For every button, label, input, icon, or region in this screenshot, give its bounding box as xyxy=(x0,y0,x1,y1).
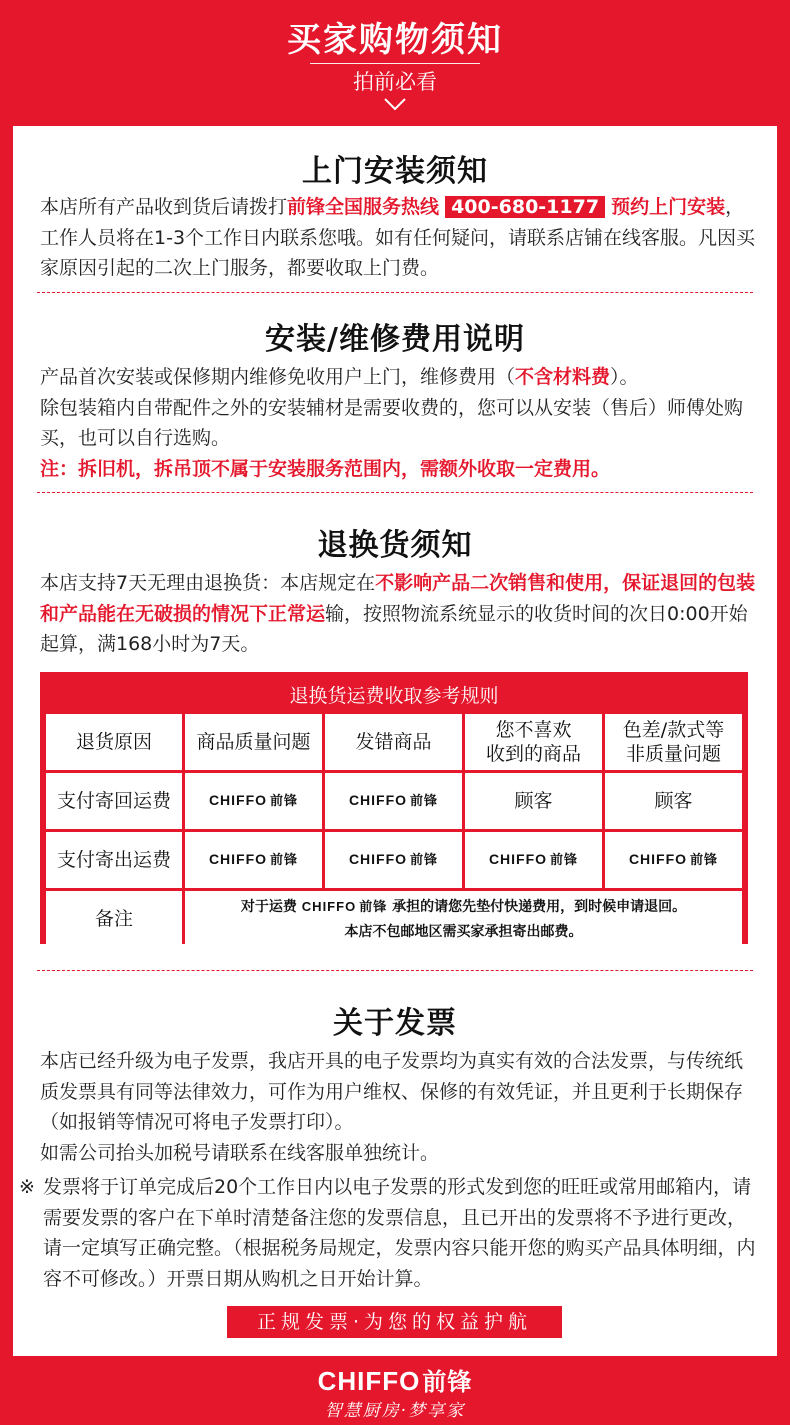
install-booking: 预约上门安装 xyxy=(611,196,726,218)
returns-condition: 不影响产品二次销售和使用，保证退回的包装和产品能在无破损的情况下正常运 xyxy=(40,572,756,625)
row-label-return: 支付寄回运费 xyxy=(46,773,182,829)
footer-brand-latin: CHIFFO xyxy=(317,1366,421,1396)
fees-title: 安装/维修费用说明 xyxy=(265,322,525,357)
install-title: 上门安装须知 xyxy=(302,154,488,189)
brand-cell xyxy=(185,773,322,829)
footer-logo xyxy=(0,1362,790,1397)
table-grid xyxy=(46,714,742,938)
brand-cell xyxy=(185,832,322,888)
chevron-down-icon xyxy=(383,97,407,111)
brand-cn: 前锋 xyxy=(359,899,388,915)
footer-slogan: 智慧厨房·梦享家 xyxy=(324,1401,466,1421)
fees-line1-end: ）。 xyxy=(610,366,639,388)
brand-logo xyxy=(349,788,438,814)
brand-latin: CHIFFO xyxy=(301,898,357,914)
table-cell: 顾客 xyxy=(605,773,742,829)
table-header-cell: 您不喜欢 收到的商品 xyxy=(465,714,602,770)
brand-logo xyxy=(209,847,298,873)
brand-logo xyxy=(349,847,438,873)
divider xyxy=(310,63,480,64)
page-header xyxy=(0,0,790,126)
brand-cell xyxy=(605,832,742,888)
page-subtitle: 拍前必看 xyxy=(353,70,437,94)
brand-logo xyxy=(302,899,387,914)
footer xyxy=(0,1356,790,1425)
remark-line xyxy=(241,895,686,920)
brand-logo xyxy=(629,847,718,873)
remark-text: 对于运费 xyxy=(240,898,297,915)
dashed-divider xyxy=(37,970,753,971)
page-title: 买家购物须知 xyxy=(287,20,503,60)
table-header-cell: 商品质量问题 xyxy=(185,714,322,770)
brand-cell xyxy=(325,773,462,829)
fees-text xyxy=(40,362,760,484)
fees-material-note: 不含材料费 xyxy=(515,366,611,388)
brand-cn: 前锋 xyxy=(550,853,579,868)
brand-cell xyxy=(465,832,602,888)
table-caption: 退换货运费收取参考规则 xyxy=(289,685,499,707)
shipping-fee-table xyxy=(40,672,748,944)
table-cell: 顾客 xyxy=(465,773,602,829)
brand-latin: CHIFFO xyxy=(348,792,408,808)
brand-latin: CHIFFO xyxy=(488,851,548,867)
brand-latin: CHIFFO xyxy=(628,851,688,867)
invoice-notice xyxy=(19,1172,759,1294)
hotline-phone: 400-680-1177 xyxy=(445,196,605,218)
invoice-para2: 如需公司抬头加税号请联系在线客服单独统计。 xyxy=(40,1141,440,1164)
dashed-divider xyxy=(37,492,753,493)
install-text xyxy=(40,192,760,284)
invoice-title: 关于发票 xyxy=(333,1006,457,1041)
brand-cn: 前锋 xyxy=(270,794,299,809)
returns-title: 退换货须知 xyxy=(317,528,473,563)
brand-cn: 前锋 xyxy=(270,853,299,868)
notice-card xyxy=(13,126,777,1356)
brand-latin: CHIFFO xyxy=(348,851,408,867)
returns-text-a: 本店支持7天无理由退换货：本店规定在 xyxy=(40,572,376,594)
hotline-label: 前锋全国服务热线 xyxy=(287,196,440,218)
remark-text: 承担的请您先垫付快递费用，到时候申请退回。 xyxy=(392,898,687,915)
brand-latin: CHIFFO xyxy=(208,792,268,808)
fees-warning: 注：拆旧机，拆吊顶不属于安装服务范围内，需额外收取一定费用。 xyxy=(40,457,611,480)
install-text-b: ，工作人员将在1-3个工作日内联系您哦。如有任何疑问，请联系店铺在线客服。凡因买家原因引起的二次上门服务，都要收取上门费。 xyxy=(40,196,756,279)
fees-line1: 产品首次安装或保修期内维修免收用户上门，维修费用（ xyxy=(40,366,516,388)
fees-line2: 除包装箱内自带配件之外的安装辅材是需要收费的，您可以从安装（售后）师傅处购买，也可以自行选购。 xyxy=(40,396,744,449)
invoice-para1: 本店已经升级为电子发票，我店开具的电子发票均为真实有效的合法发票，与传统纸质发票具有同等法律效力，可作为用户维权、保修的有效凭证，并且更利于长期保存（如报销等情况可将电子发票打印）。 xyxy=(40,1050,744,1133)
invoice-text xyxy=(40,1046,760,1168)
invoice-slogan: 正规发票·为您的权益护航 xyxy=(227,1306,562,1338)
table-header-cell: 发错商品 xyxy=(325,714,462,770)
brand-latin: CHIFFO xyxy=(208,851,268,867)
brand-cn: 前锋 xyxy=(690,853,719,868)
table-header-cell: 退货原因 xyxy=(46,714,182,770)
install-text-a: 本店所有产品收到货后请拨打 xyxy=(40,196,288,218)
row-label-send: 支付寄出运费 xyxy=(46,832,182,888)
brand-cell xyxy=(325,832,462,888)
brand-logo xyxy=(489,847,578,873)
table-header-cell: 色差/款式等 非质量问题 xyxy=(605,714,742,770)
row-label-remark: 备注 xyxy=(46,891,182,947)
remark-cell xyxy=(185,891,742,947)
dashed-divider xyxy=(37,292,753,293)
brand-logo xyxy=(209,788,298,814)
returns-text xyxy=(40,568,760,660)
returns-text-b: 输，按照物流系统显示的收货时间的次日0:00开始起算，满168小时为7天。 xyxy=(40,602,748,655)
remark-line: 本店不包邮地区需买家承担寄出邮费。 xyxy=(344,923,583,940)
reference-mark: ※ xyxy=(19,1176,35,1198)
invoice-para3: 发票将于订单完成后20个工作日内以电子发票的形式发到您的旺旺或常用邮箱内，请需要发票的客户在下单时清楚备注您的发票信息，且已开出的发票将不予进行更改，请一定填写正确完整。（根据税务局规定，发票内容只能开您的购买产品具体明细，内容不可修改。）开票日期从购机之日开始计算。 xyxy=(43,1176,756,1290)
brand-cn: 前锋 xyxy=(410,794,439,809)
footer-brand-cn: 前锋 xyxy=(422,1368,473,1396)
brand-cn: 前锋 xyxy=(410,853,439,868)
